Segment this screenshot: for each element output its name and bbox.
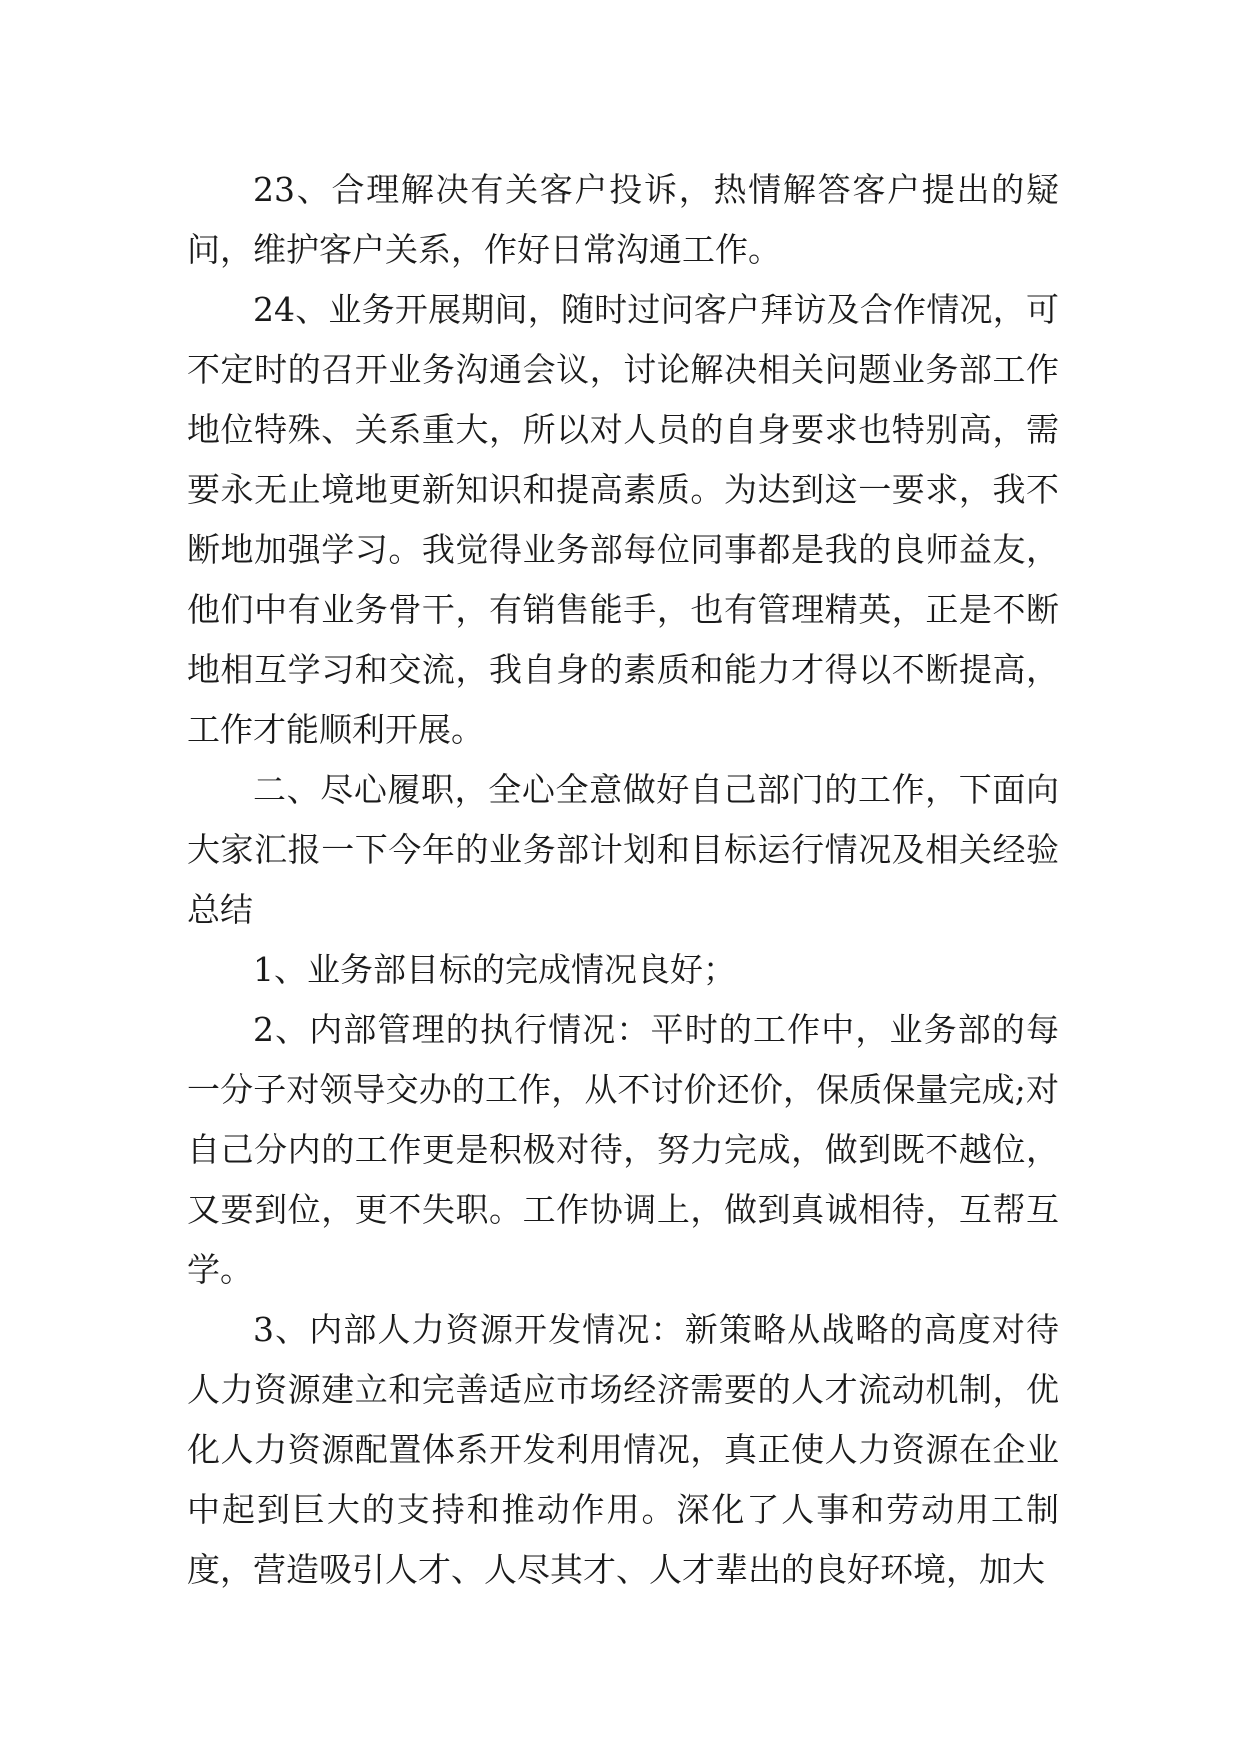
paragraph-human-resources: 3、内部人力资源开发情况：新策略从战略的高度对待人力资源建立和完善适应市场经济需要的人才流动机制，优化人力资源配置体系开发利用情况，真正使人力资源在企业中起到巨大的支持和推动作用。深化了人事和劳动用工制度，营造吸引人才、人尽其才、人才辈出的良好环境，加大 bbox=[187, 1310, 1059, 1589]
paragraph-internal-management: 2、内部管理的执行情况：平时的工作中，业务部的每一分子对领导交办的工作，从不讨价还价，保质保量完成;对自己分内的工作更是积极对待，努力完成，做到既不越位，又要到位，更不失职。工作协调上，做到真诚相待，互帮互学。 bbox=[187, 1010, 1059, 1289]
paragraph-goal-completion: 1、业务部目标的完成情况良好； bbox=[253, 950, 736, 989]
paragraph-complaints: 23、合理解决有关客户投诉，热情解答客户提出的疑问，维护客户关系，作好日常沟通工作。 bbox=[187, 170, 1059, 269]
document-body bbox=[187, 160, 1059, 1600]
paragraph-section-two-heading: 二、尽心履职，全心全意做好自己部门的工作，下面向大家汇报一下今年的业务部计划和目标运行情况及相关经验总结 bbox=[187, 770, 1059, 929]
paragraph-business-meetings: 24、业务开展期间，随时过问客户拜访及合作情况，可不定时的召开业务沟通会议，讨论解决相关问题业务部工作地位特殊、关系重大，所以对人员的自身要求也特别高，需要永无止境地更新知识和提高素质。为达到这一要求，我不断地加强学习。我觉得业务部每位同事都是我的良师益友，他们中有业务骨干，有销售能手，也有管理精英，正是不断地相互学习和交流，我自身的素质和能力才得以不断提高，工作才能顺利开展。 bbox=[187, 290, 1059, 749]
